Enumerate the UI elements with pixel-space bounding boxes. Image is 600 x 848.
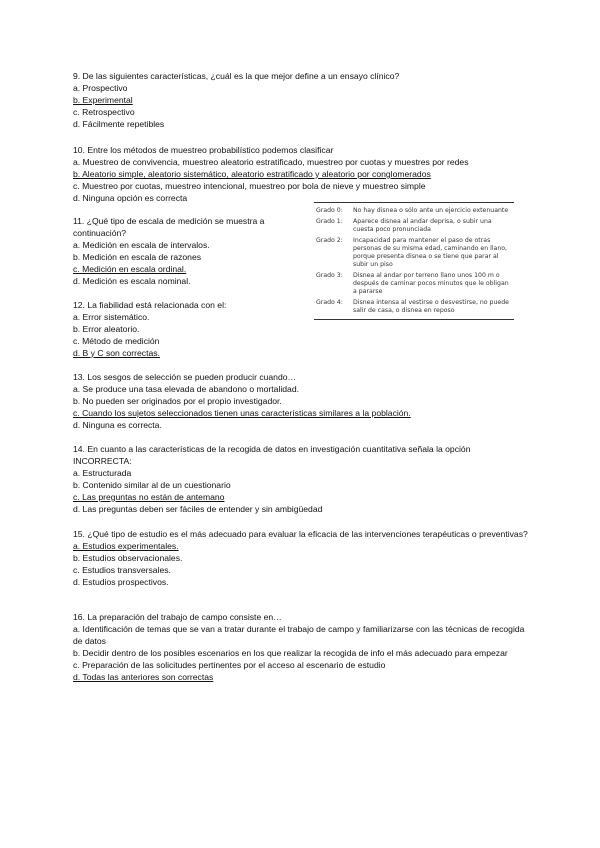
grade-label: Grado 4: — [316, 299, 343, 306]
scale-row — [314, 237, 514, 269]
option-d: d. Ninguna opción es correcta — [73, 192, 188, 203]
option-a: a. Identificación de temas que se van a tratar durante el trabajo de campo y familiarizarse con las técnicas de recogida de datos — [73, 623, 525, 646]
option-c: c. Método de medición — [73, 335, 160, 346]
option-b-correct: b. Aleatorio simple, aleatorio sistemático, aleatorio estratificado y aleatorio por conglomerados — [73, 168, 431, 179]
grade-description: Incapacidad para mantener el paso de otras personas de su misma edad, caminando en llano, porque presenta disnea o se tiene que parar al subir un piso — [353, 237, 508, 268]
grade-label: Grado 2: — [316, 237, 343, 244]
option-a: a. Prospectivo — [73, 82, 128, 93]
option-b: b. Error aleatorio. — [73, 323, 140, 334]
grade-label: Grado 1: — [316, 218, 343, 225]
option-c: c. Preparación de las solicitudes pertinentes por el acceso al escenario de estudio — [73, 659, 386, 670]
scale-row — [314, 299, 514, 315]
question-10 — [73, 145, 528, 205]
option-a: a. Error sistemático. — [73, 311, 150, 322]
question-16 — [73, 612, 528, 683]
option-c: c. Estudios transversales. — [73, 564, 171, 575]
option-d: d. Las preguntas deben ser fáciles de entender y sin ambigüedad — [73, 503, 323, 514]
option-a-correct: a. Estudios experimentales. — [73, 540, 179, 551]
question-15 — [73, 529, 528, 589]
question-text: 12. La fiabilidad está relacionada con el: — [73, 300, 227, 310]
question-text: 14. En cuanto a las características de la recogida de datos en investigación cuantitativa señala la opción INCORRECTA: — [73, 444, 471, 466]
option-c: c. Muestreo por cuotas, muestreo intencional, muestreo por bola de nieve y muestreo simple — [73, 180, 426, 191]
option-b: b. Decidir dentro de los posibles escenarios en los que realizar la recogida de info el más adecuado para empezar — [73, 647, 508, 658]
option-b: b. No pueden ser originados por el propio investigador. — [73, 395, 282, 406]
question-9 — [73, 71, 528, 131]
option-c-correct: c. Medición en escala ordinal. — [73, 263, 187, 274]
question-text: 15. ¿Qué tipo de estudio es el más adecuado para evaluar la eficacia de las intervenciones terapéuticas o preventivas? — [73, 529, 528, 539]
option-c-correct: c. Las preguntas no están de antemano — [73, 491, 225, 502]
grade-description: Disnea intensa al vestirse o desvestirse, no puede salir de casa, o disnea en reposo — [353, 299, 509, 314]
grade-description: Aparece disnea al andar deprisa, o subir una cuesta poco pronunciada — [353, 218, 492, 233]
question-13 — [73, 372, 528, 432]
grade-label: Grado 0: — [316, 207, 343, 214]
option-c: c. Retrospectivo — [73, 106, 135, 117]
question-14 — [73, 444, 528, 515]
scale-row — [314, 272, 514, 296]
option-b: b. Medición en escala de razones — [73, 251, 202, 262]
grade-description: Disnea al andar por terreno llano unos 100 m o después de caminar pocos minutos que le obligan a pararse — [353, 272, 509, 295]
dyspnea-scale-table — [314, 202, 514, 320]
question-12 — [73, 300, 313, 360]
option-d: d. Ninguna es correcta. — [73, 419, 162, 430]
option-d-correct: d. B y C son correctas. — [73, 347, 160, 358]
scale-row — [314, 218, 514, 234]
option-c-correct: c. Cuando los sujetos seleccionados tienen unas características similares a la población. — [73, 407, 411, 418]
option-d: d. Estudios prospectivos. — [73, 576, 169, 587]
question-text: 16. La preparación del trabajo de campo consiste en… — [73, 612, 282, 622]
option-a: a. Estructurada — [73, 467, 132, 478]
question-11 — [73, 216, 313, 287]
option-a: a. Se produce una tasa elevada de abandono o mortalidad. — [73, 383, 299, 394]
option-b: b. Estudios observacionales. — [73, 552, 183, 563]
question-text: 13. Los sesgos de selección se pueden producir cuando… — [73, 372, 297, 382]
option-d: d. Medición es escala nominal. — [73, 275, 191, 286]
option-d: d. Fácilmente repetibles — [73, 118, 165, 129]
option-a: a. Medición en escala de intervalos. — [73, 239, 210, 250]
option-b-correct: b. Experimental — [73, 94, 133, 105]
grade-label: Grado 3: — [316, 272, 343, 279]
question-text: 9. De las siguientes características, ¿cuál es la que mejor define a un ensayo clínico? — [73, 71, 400, 81]
scale-row — [314, 207, 514, 215]
question-text: 10. Entre los métodos de muestreo probabilístico podemos clasificar — [73, 145, 334, 155]
question-text: 11. ¿Qué tipo de escala de medición se muestra a continuación? — [73, 216, 265, 238]
option-a: a. Muestreo de convivencia, muestreo aleatorio estratificado, muestreo por cuotas y muestres por redes — [73, 156, 469, 167]
grade-description: No hay disnea o sólo ante un ejercicio extenuante — [353, 207, 509, 214]
option-b: b. Contenido similar al de un cuestionario — [73, 479, 231, 490]
option-d-correct: d. Todas las anteriores son correctas — [73, 671, 214, 682]
